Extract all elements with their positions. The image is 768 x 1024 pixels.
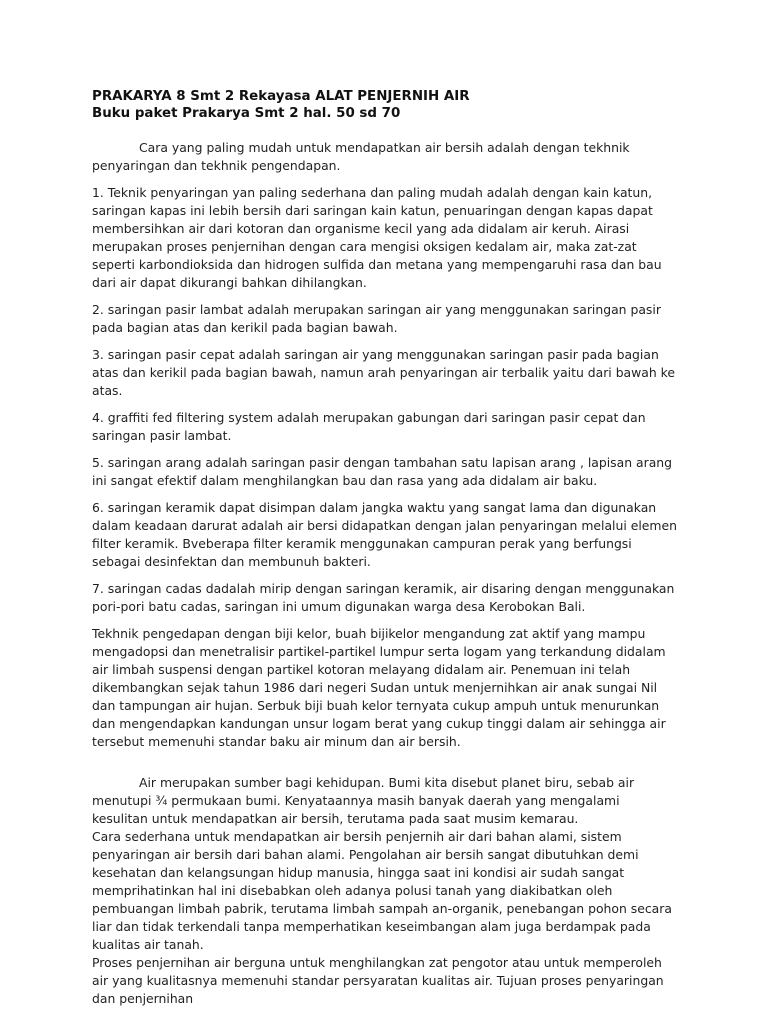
spacer [92,760,677,774]
paragraph-item-4: 4. graffiti fed filtering system adalah merupakan gabungan dari saringan pasir cepat dan saringan pasir lambat. [92,410,646,443]
paragraph-item-7: 7. saringan cadas dadalah mirip dengan saringan keramik, air disaring dengan menggunakan pori-pori batu cadas, saringan ini umum digunakan warga desa Kerobokan Bali. [92,581,675,614]
document-subtitle: Buku paket Prakarya Smt 2 hal. 50 sd 70 [92,106,401,121]
paragraph-kelor: Tekhnik pengedapan dengan biji kelor, buah bijikelor mengandung zat aktif yang mampu mengadopsi dan menetralisir partikel-partikel lumpur serta logam yang terkandung didalam air limbah suspensi dengan partikel kotoran melayang didalam air. Penemuan ini telah dikembangkan sejak tahun 1986 dari negeri Sudan untuk menjernihkan air anak sungai Nil dan tampungan air hujan. Serbuk biji buah kelor ternyata cukup ampuh untuk menurunkan dan mengendapkan kandungan unsur logam berat yang cukup tinggi dalam air sehingga air tersebut memenuhi standar baku air minum dan air bersih. [92,626,666,749]
paragraph-item-6: 6. saringan keramik dapat disimpan dalam jangka waktu yang sangat lama dan digunakan dalam keadaan darurat adalah air bersi didapatkan dengan jalan penyaringan melalui elemen filter keramik. Bveberapa filter keramik menggunakan campuran perak yang berfungsi sebagai desinfektan dan membunuh bakteri. [92,500,677,569]
paragraph-item-5: 5. saringan arang adalah saringan pasir dengan tambahan satu lapisan arang , lapisan arang ini sangat efektif dalam menghilangkan bau dan rasa yang ada didalam air baku. [92,455,673,488]
paragraph-air-sumber: Air merupakan sumber bagi kehidupan. Bumi kita disebut planet biru, sebab air menutupi ¾ permukaan bumi. Kenyataannya masih banyak daerah yang mengalami kesulitan untuk mendapatkan air bersih, terutama pada saat musim kemarau. [92,775,635,826]
document-title: PRAKARYA 8 Smt 2 Rekayasa ALAT PENJERNIH AIR [92,89,470,104]
paragraph-intro: Cara yang paling mudah untuk mendapatkan air bersih adalah dengan tekhnik penyaringan dan tekhnik pengendapan. [92,140,630,173]
paragraph-item-1: 1. Teknik penyaringan yan paling sederhana dan paling mudah adalah dengan kain katun, saringan kapas ini lebih bersih dari saringan kain katun, penuaringan dengan kapas dapat membersihkan air dari kotoran dan organisme kecil yang ada didalam air keruh. Airasi merupakan proses penjernihan dengan cara mengisi oksigen kedalam air, maka zat-zat seperti karbondioksida dan hidrogen sulfida dan metana yang mempengaruhi rasa dan bau dari air dapat dikurangi bahkan dihilangkan. [92,185,662,290]
document-body [92,88,677,1008]
spacer [92,122,677,139]
paragraph-proses-penjernihan: Proses penjernihan air berguna untuk menghilangkan zat pengotor atau untuk memperoleh air yang kualitasnya memenuhi standar persyaratan kualitas air. Tujuan proses penyaringan dan penjernihan [92,955,664,1006]
paragraph-item-3: 3. saringan pasir cepat adalah saringan air yang menggunakan saringan pasir pada bagian atas dan kerikil pada bagian bawah, namun arah penyaringan air terbalik yaitu dari bawah ke atas. [92,347,676,398]
paragraph-item-2: 2. saringan pasir lambat adalah merupakan saringan air yang menggunakan saringan pasir pada bagian atas dan kerikil pada bagian bawah. [92,302,661,335]
paragraph-cara-sederhana: Cara sederhana untuk mendapatkan air bersih penjernih air dari bahan alami, sistem penyaringan air bersih dari bahan alami. Pengolahan air bersih sangat dibutuhkan demi kesehatan dan kelangsungan hidup manusia, hingga saat ini kondisi air sudah sangat memprihatinkan hal ini disebabkan oleh adanya polusi tanah yang diakibatkan oleh pembuangan limbah pabrik, terutama limbah sampah an-organik, penebangan pohon secara liar dan tidak terkendali tanpa memperhatikan keseimbangan alam juga berdampak pada kualitas air tanah. [92,829,672,952]
